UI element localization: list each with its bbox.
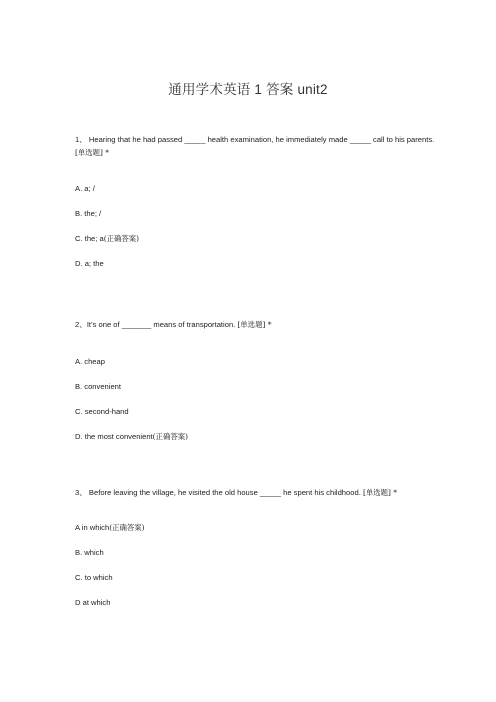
question-1-option-c: C. the; a(正确答案): [75, 234, 140, 243]
question-2-type-tag: [单选题] *: [237, 320, 272, 329]
question-1-option-a: A. a; /: [75, 184, 95, 193]
question-1-option-d: D. a; the: [75, 259, 104, 268]
question-2-stem: [75, 319, 435, 332]
question-3-option-a: A in which(正确答案): [75, 523, 145, 532]
question-1-text: 1、 Hearing that he had passed _____ health examination, he immediately made _____ call to his parents.: [75, 135, 435, 144]
correct-answer-mark: (正确答案): [103, 234, 140, 243]
question-3-option-d: D at which: [75, 598, 111, 607]
question-1-stem: [75, 134, 435, 159]
question-2-option-b: B. convenient: [75, 382, 122, 391]
question-3-option-b: B. which: [75, 548, 104, 557]
question-3-type-tag: [单选题] *: [362, 488, 397, 497]
correct-answer-mark: (正确答案): [109, 523, 145, 532]
question-3-option-c: C. to which: [75, 573, 113, 582]
document-title: 通用学术英语 1 答案 unit2: [168, 82, 328, 97]
question-1-option-b: B. the; /: [75, 209, 102, 218]
question-2-option-a: A. cheap: [75, 357, 105, 366]
question-2-option-c: C. second-hand: [75, 407, 129, 416]
question-1-type-tag: [单选题] *: [75, 147, 109, 157]
question-2-text: 2、It’s one of _______ means of transportation.: [75, 320, 236, 329]
correct-answer-mark: (正确答案): [152, 432, 189, 441]
question-3-stem: [75, 487, 435, 500]
question-2-option-d: D. the most convenient(正确答案): [75, 432, 189, 441]
question-3-text: 3、 Before leaving the village, he visited the old house _____ he spent his childhood.: [75, 488, 361, 497]
